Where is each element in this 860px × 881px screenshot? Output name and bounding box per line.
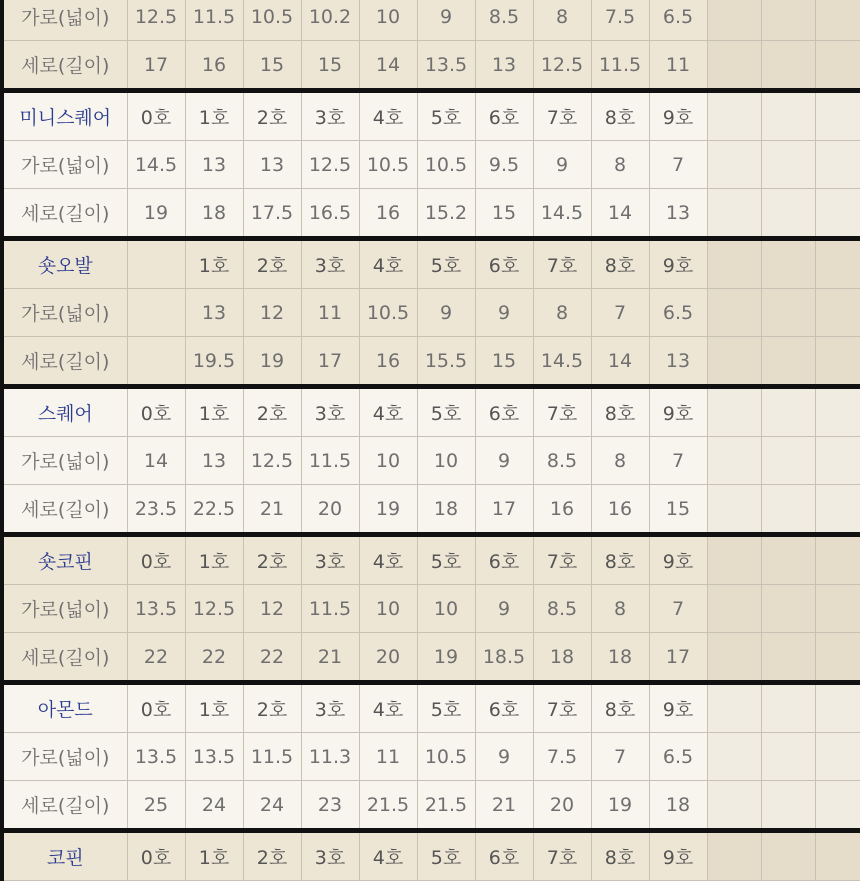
empty-cell	[761, 189, 815, 239]
empty-cell	[815, 585, 860, 633]
width-value: 13.5	[127, 585, 185, 633]
size-cell: 3호	[301, 91, 359, 141]
length-value: 25	[127, 781, 185, 831]
length-value: 13	[649, 337, 707, 387]
empty-cell	[761, 683, 815, 733]
width-value: 11.3	[301, 733, 359, 781]
width-value: 9	[417, 0, 475, 41]
length-label: 세로(길이)	[2, 41, 127, 91]
table-row-sizes	[2, 387, 860, 437]
empty-cell	[815, 239, 860, 289]
width-value: 10.5	[359, 289, 417, 337]
shape-name: 스퀘어	[2, 387, 127, 437]
width-value: 7	[649, 141, 707, 189]
width-value: 7.5	[591, 0, 649, 41]
width-label: 가로(넓이)	[2, 0, 127, 41]
length-value: 21	[243, 485, 301, 535]
length-value: 13	[649, 189, 707, 239]
width-value: 9	[475, 289, 533, 337]
size-cell: 2호	[243, 239, 301, 289]
width-value: 12	[243, 289, 301, 337]
size-cell: 7호	[533, 239, 591, 289]
size-cell: 5호	[417, 535, 475, 585]
length-value: 22	[185, 633, 243, 683]
empty-cell	[815, 437, 860, 485]
table-row-width	[2, 0, 860, 41]
size-cell	[127, 239, 185, 289]
size-cell: 6호	[475, 387, 533, 437]
size-cell: 8호	[591, 535, 649, 585]
length-value: 11.5	[591, 41, 649, 91]
width-value: 10	[359, 0, 417, 41]
size-cell: 3호	[301, 683, 359, 733]
width-value: 10.5	[417, 733, 475, 781]
length-value: 22.5	[185, 485, 243, 535]
length-value: 12.5	[533, 41, 591, 91]
width-value: 9	[475, 585, 533, 633]
width-value: 7.5	[533, 733, 591, 781]
length-value: 19	[417, 633, 475, 683]
empty-cell	[707, 387, 761, 437]
empty-cell	[761, 535, 815, 585]
table-row-sizes	[2, 91, 860, 141]
empty-cell	[761, 41, 815, 91]
table-row-width	[2, 733, 860, 781]
length-value: 23.5	[127, 485, 185, 535]
empty-cell	[707, 733, 761, 781]
length-value: 20	[301, 485, 359, 535]
empty-cell	[761, 387, 815, 437]
empty-cell	[761, 437, 815, 485]
empty-cell	[707, 337, 761, 387]
empty-cell	[707, 683, 761, 733]
size-cell: 2호	[243, 535, 301, 585]
length-value: 18	[417, 485, 475, 535]
table-row-length	[2, 633, 860, 683]
width-value: 8	[591, 585, 649, 633]
width-value: 13.5	[127, 733, 185, 781]
table-row-sizes	[2, 535, 860, 585]
empty-cell	[761, 91, 815, 141]
size-cell: 0호	[127, 91, 185, 141]
length-value: 15	[475, 337, 533, 387]
size-cell: 1호	[185, 239, 243, 289]
size-cell: 3호	[301, 831, 359, 881]
length-value: 22	[243, 633, 301, 683]
shape-name: 미니스퀘어	[2, 91, 127, 141]
empty-cell	[707, 781, 761, 831]
width-value: 11	[301, 289, 359, 337]
size-cell: 9호	[649, 387, 707, 437]
length-value: 19	[359, 485, 417, 535]
length-value: 20	[359, 633, 417, 683]
width-value: 10	[359, 437, 417, 485]
table-row-width	[2, 585, 860, 633]
size-cell: 9호	[649, 831, 707, 881]
empty-cell	[815, 41, 860, 91]
length-value: 19	[591, 781, 649, 831]
length-value: 14	[359, 41, 417, 91]
size-cell: 7호	[533, 683, 591, 733]
shape-name: 숏코핀	[2, 535, 127, 585]
length-value: 15	[301, 41, 359, 91]
size-cell: 1호	[185, 683, 243, 733]
size-cell: 1호	[185, 831, 243, 881]
length-value: 14	[591, 337, 649, 387]
width-value: 12.5	[243, 437, 301, 485]
length-value: 19	[243, 337, 301, 387]
length-value: 17.5	[243, 189, 301, 239]
width-label: 가로(넓이)	[2, 733, 127, 781]
width-value: 10	[417, 585, 475, 633]
empty-cell	[761, 141, 815, 189]
width-value: 11	[359, 733, 417, 781]
size-cell: 8호	[591, 239, 649, 289]
table-row-sizes	[2, 683, 860, 733]
width-value: 9	[533, 141, 591, 189]
empty-cell	[761, 781, 815, 831]
width-value	[127, 289, 185, 337]
length-value: 15	[649, 485, 707, 535]
size-cell: 9호	[649, 91, 707, 141]
empty-cell	[815, 633, 860, 683]
width-value: 8	[533, 289, 591, 337]
size-cell: 0호	[127, 683, 185, 733]
length-value: 17	[127, 41, 185, 91]
length-value: 18	[185, 189, 243, 239]
length-value: 18	[649, 781, 707, 831]
size-cell: 6호	[475, 831, 533, 881]
empty-cell	[707, 289, 761, 337]
empty-cell	[707, 831, 761, 881]
width-value: 12.5	[301, 141, 359, 189]
size-cell: 3호	[301, 387, 359, 437]
width-value: 10.5	[243, 0, 301, 41]
size-cell: 0호	[127, 535, 185, 585]
empty-cell	[761, 485, 815, 535]
size-cell: 4호	[359, 831, 417, 881]
width-value: 8.5	[533, 585, 591, 633]
length-value: 13	[475, 41, 533, 91]
width-value: 8	[591, 437, 649, 485]
width-value: 7	[649, 437, 707, 485]
length-value: 22	[127, 633, 185, 683]
length-value: 19.5	[185, 337, 243, 387]
length-value: 20	[533, 781, 591, 831]
size-cell: 6호	[475, 683, 533, 733]
empty-cell	[707, 91, 761, 141]
empty-cell	[761, 733, 815, 781]
width-value: 7	[649, 585, 707, 633]
empty-cell	[707, 485, 761, 535]
length-value: 24	[243, 781, 301, 831]
width-label: 가로(넓이)	[2, 437, 127, 485]
length-value: 21	[301, 633, 359, 683]
size-cell: 4호	[359, 387, 417, 437]
length-value: 18	[533, 633, 591, 683]
size-cell: 5호	[417, 683, 475, 733]
length-label: 세로(길이)	[2, 485, 127, 535]
empty-cell	[707, 41, 761, 91]
empty-cell	[707, 239, 761, 289]
size-cell: 5호	[417, 91, 475, 141]
empty-cell	[707, 535, 761, 585]
width-value: 9	[475, 437, 533, 485]
table-row-length	[2, 781, 860, 831]
width-value: 7	[591, 289, 649, 337]
length-value: 15.2	[417, 189, 475, 239]
size-cell: 8호	[591, 683, 649, 733]
width-value: 6.5	[649, 733, 707, 781]
size-cell: 7호	[533, 535, 591, 585]
length-value: 17	[475, 485, 533, 535]
length-value: 16.5	[301, 189, 359, 239]
width-value: 10.5	[359, 141, 417, 189]
empty-cell	[815, 0, 860, 41]
size-cell: 5호	[417, 239, 475, 289]
width-value: 13.5	[185, 733, 243, 781]
width-value: 14	[127, 437, 185, 485]
length-value: 16	[591, 485, 649, 535]
size-cell: 3호	[301, 535, 359, 585]
empty-cell	[815, 781, 860, 831]
width-value: 12.5	[185, 585, 243, 633]
length-value: 17	[649, 633, 707, 683]
size-cell: 6호	[475, 91, 533, 141]
width-value: 10.5	[417, 141, 475, 189]
length-value: 21.5	[359, 781, 417, 831]
shape-name: 아몬드	[2, 683, 127, 733]
size-cell: 1호	[185, 535, 243, 585]
table-row-length	[2, 485, 860, 535]
empty-cell	[707, 437, 761, 485]
width-value: 8.5	[533, 437, 591, 485]
width-value: 8	[533, 0, 591, 41]
size-cell: 2호	[243, 683, 301, 733]
empty-cell	[815, 141, 860, 189]
table-row-length	[2, 189, 860, 239]
length-value: 14	[591, 189, 649, 239]
length-value: 18	[591, 633, 649, 683]
width-value: 6.5	[649, 0, 707, 41]
length-value: 14.5	[533, 189, 591, 239]
size-cell: 2호	[243, 387, 301, 437]
size-cell: 9호	[649, 239, 707, 289]
size-cell: 3호	[301, 239, 359, 289]
length-label: 세로(길이)	[2, 189, 127, 239]
table-row-width	[2, 289, 860, 337]
empty-cell	[815, 189, 860, 239]
shape-name: 숏오발	[2, 239, 127, 289]
size-cell: 8호	[591, 387, 649, 437]
size-cell: 5호	[417, 831, 475, 881]
length-label: 세로(길이)	[2, 781, 127, 831]
width-label: 가로(넓이)	[2, 141, 127, 189]
width-value: 14.5	[127, 141, 185, 189]
empty-cell	[761, 831, 815, 881]
width-value: 11.5	[185, 0, 243, 41]
width-value: 13	[185, 141, 243, 189]
empty-cell	[815, 387, 860, 437]
width-value: 11.5	[243, 733, 301, 781]
length-value: 16	[359, 189, 417, 239]
length-value: 23	[301, 781, 359, 831]
size-cell: 6호	[475, 535, 533, 585]
length-value: 24	[185, 781, 243, 831]
width-value: 12.5	[127, 0, 185, 41]
size-cell: 0호	[127, 831, 185, 881]
size-cell: 7호	[533, 91, 591, 141]
empty-cell	[761, 633, 815, 683]
size-cell: 5호	[417, 387, 475, 437]
table-row-length	[2, 337, 860, 387]
width-value: 13	[185, 437, 243, 485]
empty-cell	[761, 289, 815, 337]
table-row-width	[2, 141, 860, 189]
empty-cell	[761, 239, 815, 289]
size-cell: 9호	[649, 535, 707, 585]
empty-cell	[815, 485, 860, 535]
width-label: 가로(넓이)	[2, 289, 127, 337]
size-cell: 4호	[359, 535, 417, 585]
shape-name: 코핀	[2, 831, 127, 881]
length-value	[127, 337, 185, 387]
width-value: 8.5	[475, 0, 533, 41]
width-value: 9.5	[475, 141, 533, 189]
length-value: 11	[649, 41, 707, 91]
length-value: 15	[243, 41, 301, 91]
width-value: 6.5	[649, 289, 707, 337]
width-value: 7	[591, 733, 649, 781]
length-value: 15.5	[417, 337, 475, 387]
length-label: 세로(길이)	[2, 337, 127, 387]
size-cell: 4호	[359, 91, 417, 141]
width-value: 8	[591, 141, 649, 189]
empty-cell	[761, 0, 815, 41]
empty-cell	[815, 337, 860, 387]
size-cell: 7호	[533, 387, 591, 437]
width-value: 10	[359, 585, 417, 633]
length-value: 19	[127, 189, 185, 239]
table-row-width	[2, 437, 860, 485]
empty-cell	[707, 141, 761, 189]
empty-cell	[815, 683, 860, 733]
length-value: 14.5	[533, 337, 591, 387]
length-value: 16	[533, 485, 591, 535]
size-cell: 4호	[359, 239, 417, 289]
width-value: 13	[185, 289, 243, 337]
table-row-sizes	[2, 831, 860, 881]
length-value: 13.5	[417, 41, 475, 91]
table-row-sizes	[2, 239, 860, 289]
empty-cell	[707, 0, 761, 41]
size-cell: 8호	[591, 91, 649, 141]
size-cell: 8호	[591, 831, 649, 881]
empty-cell	[761, 337, 815, 387]
empty-cell	[815, 831, 860, 881]
width-value: 9	[417, 289, 475, 337]
size-cell: 0호	[127, 387, 185, 437]
length-label: 세로(길이)	[2, 633, 127, 683]
empty-cell	[707, 585, 761, 633]
width-value: 11.5	[301, 437, 359, 485]
size-cell: 1호	[185, 91, 243, 141]
size-cell: 7호	[533, 831, 591, 881]
empty-cell	[815, 535, 860, 585]
width-value: 10.2	[301, 0, 359, 41]
length-value: 21.5	[417, 781, 475, 831]
size-cell: 1호	[185, 387, 243, 437]
width-label: 가로(넓이)	[2, 585, 127, 633]
empty-cell	[815, 289, 860, 337]
width-value: 9	[475, 733, 533, 781]
size-cell: 4호	[359, 683, 417, 733]
empty-cell	[815, 733, 860, 781]
width-value: 10	[417, 437, 475, 485]
size-cell: 9호	[649, 683, 707, 733]
width-value: 11.5	[301, 585, 359, 633]
empty-cell	[761, 585, 815, 633]
size-cell: 6호	[475, 239, 533, 289]
table-body	[2, 0, 860, 881]
width-value: 12	[243, 585, 301, 633]
length-value: 16	[359, 337, 417, 387]
width-value: 13	[243, 141, 301, 189]
empty-cell	[815, 91, 860, 141]
length-value: 21	[475, 781, 533, 831]
length-value: 18.5	[475, 633, 533, 683]
size-cell: 2호	[243, 831, 301, 881]
length-value: 16	[185, 41, 243, 91]
empty-cell	[707, 633, 761, 683]
length-value: 17	[301, 337, 359, 387]
length-value: 15	[475, 189, 533, 239]
empty-cell	[707, 189, 761, 239]
table-row-length	[2, 41, 860, 91]
size-cell: 2호	[243, 91, 301, 141]
